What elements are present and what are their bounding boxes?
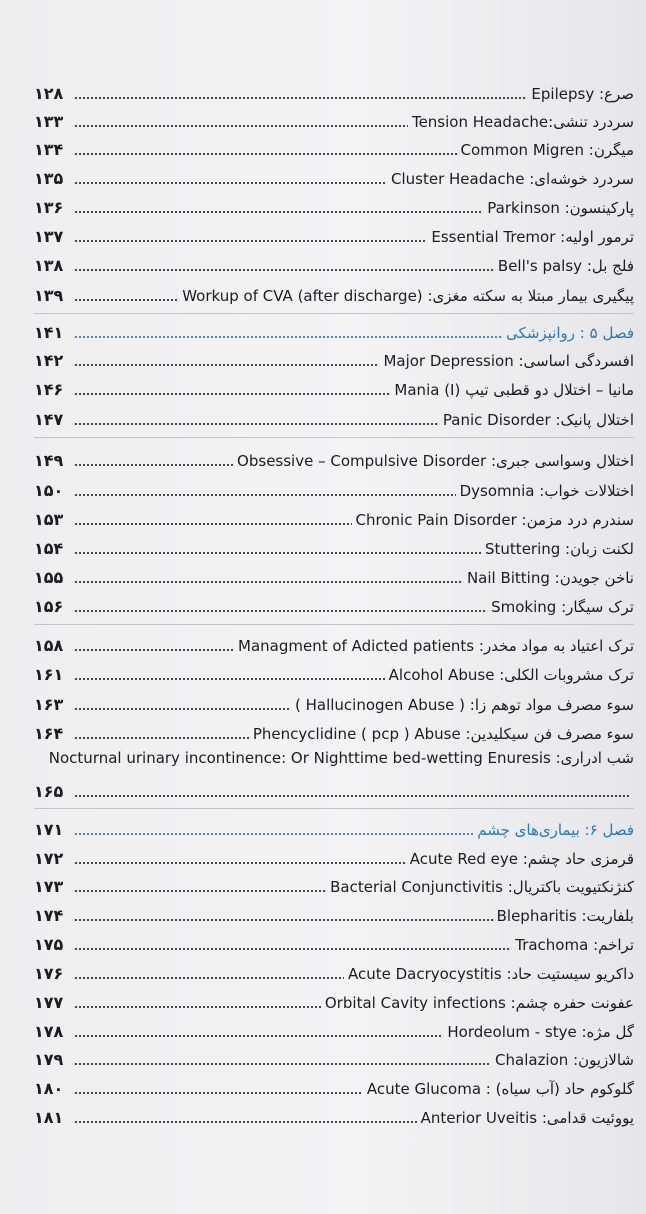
page-number: ۱۷۹	[34, 1050, 64, 1069]
entry-title: عفونت حفره چشم: Orbital Cavity infections	[324, 994, 634, 1012]
chapter-heading	[34, 317, 634, 343]
chapter-title: فصل ۶: بیماری‌های چشم	[477, 821, 634, 839]
entry-title: سردرد تنشی:Tension Headache	[411, 113, 634, 131]
dot-leader	[74, 1121, 417, 1123]
toc-entry	[34, 987, 634, 1013]
entry-title: داکریو سیستیت حاد: Acute Dacryocystitis	[347, 965, 634, 983]
toc-entry	[34, 345, 634, 371]
entry-title: ترمور اولیه: Essential Tremor	[431, 228, 634, 246]
toc-entry	[34, 134, 634, 160]
toc-entry	[34, 591, 634, 617]
entry-title: سندرم درد مزمن: Chronic Pain Disorder	[355, 511, 634, 529]
page-number: ۱۴۲	[34, 351, 64, 370]
page-number: ۱۳۴	[34, 140, 64, 159]
chapter-title: فصل ۵ : روانپزشکی	[506, 324, 634, 342]
dot-leader	[74, 919, 493, 921]
toc-entry	[34, 958, 634, 984]
dot-leader	[74, 269, 494, 271]
dot-leader	[74, 393, 390, 395]
toc-entry	[34, 718, 634, 744]
dot-leader	[74, 862, 406, 864]
dot-leader	[74, 464, 233, 466]
dot-leader	[74, 211, 483, 213]
toc-entry	[34, 280, 634, 306]
entry-title: گل مژه: Hordeolum - stye	[447, 1023, 634, 1041]
toc-entry	[34, 659, 634, 685]
dot-leader	[74, 1035, 443, 1037]
dot-leader	[74, 336, 502, 338]
page-number: ۱۷۴	[34, 906, 64, 925]
toc-entry	[34, 78, 634, 104]
section-divider	[34, 437, 634, 438]
entry-title: تراخم: Trachoma	[515, 936, 634, 954]
entry-title: یووئیت قدامی: Anterior Uveitis	[420, 1109, 634, 1127]
toc-entry	[34, 562, 634, 588]
entry-title: فلج بل: Bell's palsy	[497, 257, 634, 275]
toc-entry	[34, 900, 634, 926]
entry-title-wrapped: شب ادراری: Nocturnal urinary incontinence: Or Nighttime bed-wetting Enuresis	[48, 749, 634, 767]
dot-leader	[74, 1092, 363, 1094]
page-number: ۱۷۱	[34, 820, 64, 839]
page-number: ۱۶۱	[34, 665, 64, 684]
toc-entry	[34, 630, 634, 656]
entry-title: پارکینسون: Parkinson	[487, 199, 634, 217]
dot-leader	[74, 610, 487, 612]
entry-title: ترک اعتیاد به مواد مخدر: Managment of Adicted patients	[238, 637, 634, 655]
entry-title: اختلال وسواسی جبری: Obsessive – Compulsive Disorder	[237, 452, 634, 470]
page-number: ۱۸۱	[34, 1108, 64, 1127]
toc-entry	[34, 504, 634, 530]
dot-leader	[74, 423, 439, 425]
dot-leader	[74, 299, 178, 301]
entry-title: میگرن: Common Migren	[460, 141, 634, 159]
page-number: ۱۳۵	[34, 169, 64, 188]
dot-leader	[74, 833, 473, 835]
page-number: ۱۴۷	[34, 410, 64, 429]
section-divider	[34, 808, 634, 809]
dot-leader	[74, 552, 481, 554]
toc-entry	[34, 250, 634, 276]
page-number: ۱۶۳	[34, 695, 64, 714]
dot-leader	[74, 1006, 321, 1008]
toc-entry	[34, 689, 634, 715]
entry-title: اختلالات خواب: Dysomnia	[459, 482, 634, 500]
page-number: ۱۴۹	[34, 451, 64, 470]
entry-title: سوء مصرف مواد توهم زا: ( Hallucinogen Abuse )	[294, 696, 634, 714]
dot-leader	[74, 678, 385, 680]
dot-leader	[74, 795, 630, 797]
entry-title: سوء مصرف فن سیکلیدین: Phencyclidine ( pcp ) Abuse	[252, 725, 634, 743]
entry-title: ترک مشروبات الکلی: Alcohol Abuse	[388, 666, 634, 684]
section-divider	[34, 313, 634, 314]
dot-leader	[74, 364, 379, 366]
entry-title: ناخن جویدن: Nail Bitting	[466, 569, 634, 587]
page-number: ۱۷۲	[34, 849, 64, 868]
toc-entry	[34, 843, 634, 869]
page-number: ۱۵۵	[34, 568, 64, 587]
dot-leader	[74, 125, 408, 127]
page-number: ۱۷۳	[34, 877, 64, 896]
dot-leader	[74, 240, 427, 242]
entry-title: ترک سیگار: Smoking	[491, 598, 634, 616]
toc-entry	[34, 106, 634, 132]
dot-leader	[74, 1063, 491, 1065]
section-divider	[34, 624, 634, 625]
entry-title: بلفاریت: Blepharitis	[496, 907, 634, 925]
entry-title: لکنت زبان: Stuttering	[485, 540, 634, 558]
page-number: ۱۸۰	[34, 1079, 64, 1098]
toc-entry	[34, 533, 634, 559]
toc-entry	[34, 1044, 634, 1070]
page-number: ۱۷۸	[34, 1022, 64, 1041]
dot-leader	[74, 581, 463, 583]
page-number: ۱۷۵	[34, 935, 64, 954]
page-number: ۱۵۴	[34, 539, 64, 558]
page-number: ۱۵۳	[34, 510, 64, 529]
toc-entry	[34, 871, 634, 897]
page-number: ۱۳۶	[34, 198, 64, 217]
entry-title: سردرد خوشه‌ای: Cluster Headache	[391, 170, 634, 188]
page-number: ۱۳۷	[34, 227, 64, 246]
toc-entry	[34, 404, 634, 430]
page-number: ۱۳۹	[34, 286, 64, 305]
toc-entry	[34, 475, 634, 501]
dot-leader	[74, 153, 457, 155]
toc-entry	[34, 374, 634, 400]
toc-entry	[34, 929, 634, 955]
dot-leader	[74, 890, 326, 892]
page-number: ۱۴۶	[34, 380, 64, 399]
page-number: ۱۷۷	[34, 993, 64, 1012]
page-number: ۱۳۸	[34, 256, 64, 275]
entry-title: گلوکوم حاد (آب سیاه) : Acute Glucoma	[366, 1080, 634, 1098]
chapter-heading	[34, 814, 634, 840]
entry-title: پیگیری بیمار مبتلا به سکته مغزی: Workup of CVA (after discharge)	[182, 287, 634, 305]
entry-title: صرع: Epilepsy	[531, 85, 634, 103]
toc-entry	[34, 1102, 634, 1128]
entry-title: کنژنکتیویت باکتریال: Bacterial Conjunctivitis	[330, 878, 634, 896]
toc-entry	[34, 221, 634, 247]
dot-leader	[74, 977, 344, 979]
toc-entry	[34, 1073, 634, 1099]
page-number: ۱۵۶	[34, 597, 64, 616]
page-number: ۱۶۵	[34, 782, 64, 801]
dot-leader	[74, 494, 456, 496]
page-number: ۱۶۴	[34, 724, 64, 743]
dot-leader	[74, 523, 352, 525]
page-number: ۱۳۳	[34, 112, 64, 131]
entry-title: شالازیون: Chalazion	[495, 1051, 634, 1069]
dot-leader	[74, 97, 527, 99]
toc-entry	[34, 445, 634, 471]
page-number: ۱۵۸	[34, 636, 64, 655]
page-number: ۱۴۱	[34, 323, 64, 342]
toc-entry	[34, 1016, 634, 1042]
dot-leader	[74, 649, 234, 651]
toc-entry	[34, 163, 634, 189]
toc-entry	[34, 192, 634, 218]
entry-title: اختلال پانیک: Panic Disorder	[442, 411, 634, 429]
dot-leader	[74, 948, 511, 950]
dot-leader	[74, 737, 249, 739]
dot-leader	[74, 182, 387, 184]
page-number: ۱۲۸	[34, 84, 64, 103]
entry-title: افسردگی اساسی: Major Depression	[383, 352, 634, 370]
page-number: ۱۷۶	[34, 964, 64, 983]
toc-entry	[34, 778, 634, 802]
dot-leader	[74, 708, 291, 710]
entry-title: قرمزی حاد چشم: Acute Red eye	[409, 850, 634, 868]
page-number: ۱۵۰	[34, 481, 64, 500]
entry-title: مانیا – اختلال دو قطبی تیپ (I) Mania	[394, 381, 634, 399]
